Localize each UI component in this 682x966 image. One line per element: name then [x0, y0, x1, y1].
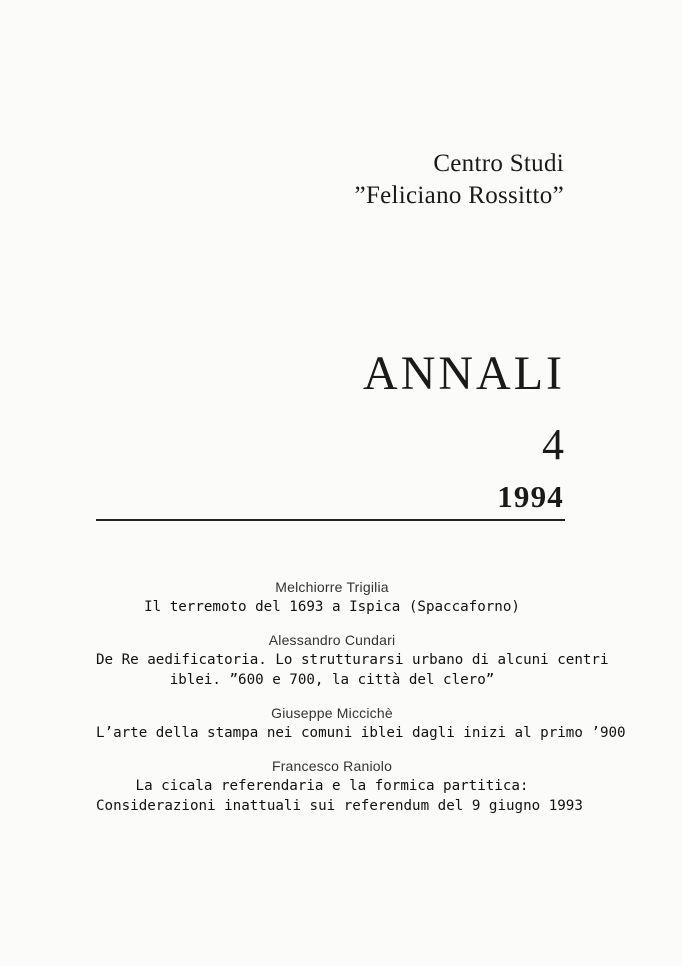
entry-title: La cicala referendaria e la formica partitica:: [135, 778, 529, 794]
entry-author: Francesco Raniolo: [271, 758, 393, 774]
entry-author: Alessandro Cundari: [268, 632, 396, 648]
publisher-header: [355, 148, 564, 212]
contents-entry: [96, 757, 583, 816]
entry-author: Melchiorre Trigilia: [275, 579, 389, 595]
publisher-subtitle: ”Feliciano Rossitto”: [354, 182, 564, 209]
publisher-name: Centro Studi: [433, 150, 564, 177]
table-of-contents: [96, 578, 626, 826]
divider-rule: [96, 519, 565, 521]
entry-author: Giuseppe Miccichè: [271, 705, 393, 721]
entry-title: Il terremoto del 1693 a Ispica (Spaccaforno): [144, 599, 520, 615]
publication-year: 1994: [497, 479, 564, 514]
contents-entry: [96, 704, 626, 743]
contents-entry: [96, 578, 568, 617]
publication-title: ANNALI: [363, 347, 565, 400]
entry-title: De Re aedificatoria. Lo strutturarsi urbano di alcuni centri: [96, 652, 609, 668]
volume-number: 4: [542, 420, 564, 469]
contents-entry: [96, 631, 609, 690]
entry-title: iblei. ”600 e 700, la città del clero”: [169, 672, 495, 688]
entry-title: Considerazioni inattuali sui referendum del 9 giugno 1993: [96, 798, 583, 814]
entry-title: L’arte della stampa nei comuni iblei dagli inizi al primo ’900: [96, 725, 626, 741]
